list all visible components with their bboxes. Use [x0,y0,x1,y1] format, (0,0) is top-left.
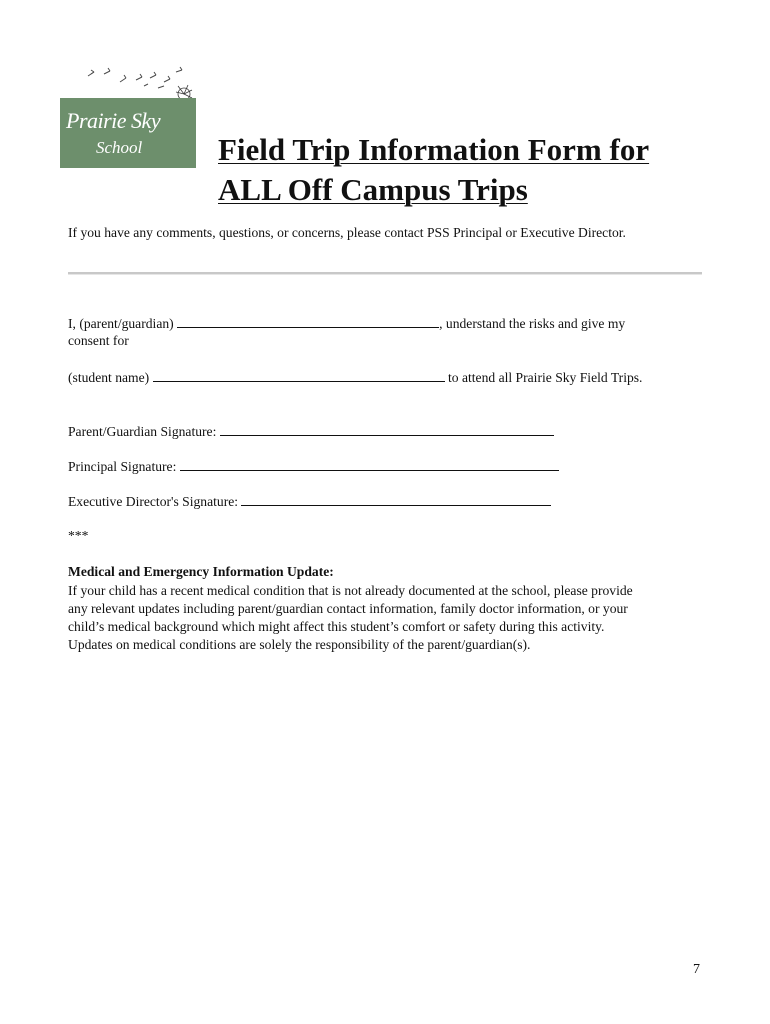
page-number: 7 [693,962,700,977]
medical-line-2: any relevant updates including parent/guardian contact information, family doctor information, or your [68,601,628,616]
school-logo [58,62,200,170]
director-signature-line [68,493,551,510]
medical-line-3: child’s medical background which might affect this student’s comfort or safety during this activity. [68,619,605,634]
medical-line-1: If your child has a recent medical condition that is not already documented at the school, please provide [68,583,633,598]
director-signature-field[interactable] [241,493,551,506]
intro-text: If you have any comments, questions, or concerns, please contact PSS Principal or Executive Director. [68,225,626,240]
parent-signature-label: Parent/Guardian Signature: [68,424,217,439]
principal-signature-field[interactable] [180,458,559,471]
section-separator: *** [68,528,89,543]
parent-guardian-name-field[interactable] [177,315,439,328]
logo-word-prairie-sky: Prairie Sky [66,108,161,133]
medical-heading: Medical and Emergency Information Update: [68,564,334,579]
form-title [218,130,649,210]
title-line-1: Field Trip Information Form for [218,132,650,167]
parent-signature-line [68,423,554,440]
principal-signature-line [68,458,559,475]
consent-line-2: consent for [68,333,129,348]
student-line [68,369,642,386]
title-line-2: ALL Off Campus Trips [218,172,528,207]
director-signature-label: Executive Director's Signature: [68,494,239,509]
parent-signature-field[interactable] [220,423,554,436]
consent-line-1 [68,315,625,332]
student-name-label: (student name) [68,370,150,385]
student-suffix: to attend all Prairie Sky Field Trips. [447,370,643,385]
logo-word-school: School [96,138,143,157]
principal-signature-label: Principal Signature: [68,459,177,474]
medical-line-4: Updates on medical conditions are solely the responsibility of the parent/guardian(s). [68,637,531,652]
medical-body [68,582,708,654]
consent-suffix: , understand the risks and give my [439,316,626,331]
horizontal-divider [68,272,702,275]
parent-guardian-label: I, (parent/guardian) [68,316,174,331]
student-name-field[interactable] [153,369,445,382]
